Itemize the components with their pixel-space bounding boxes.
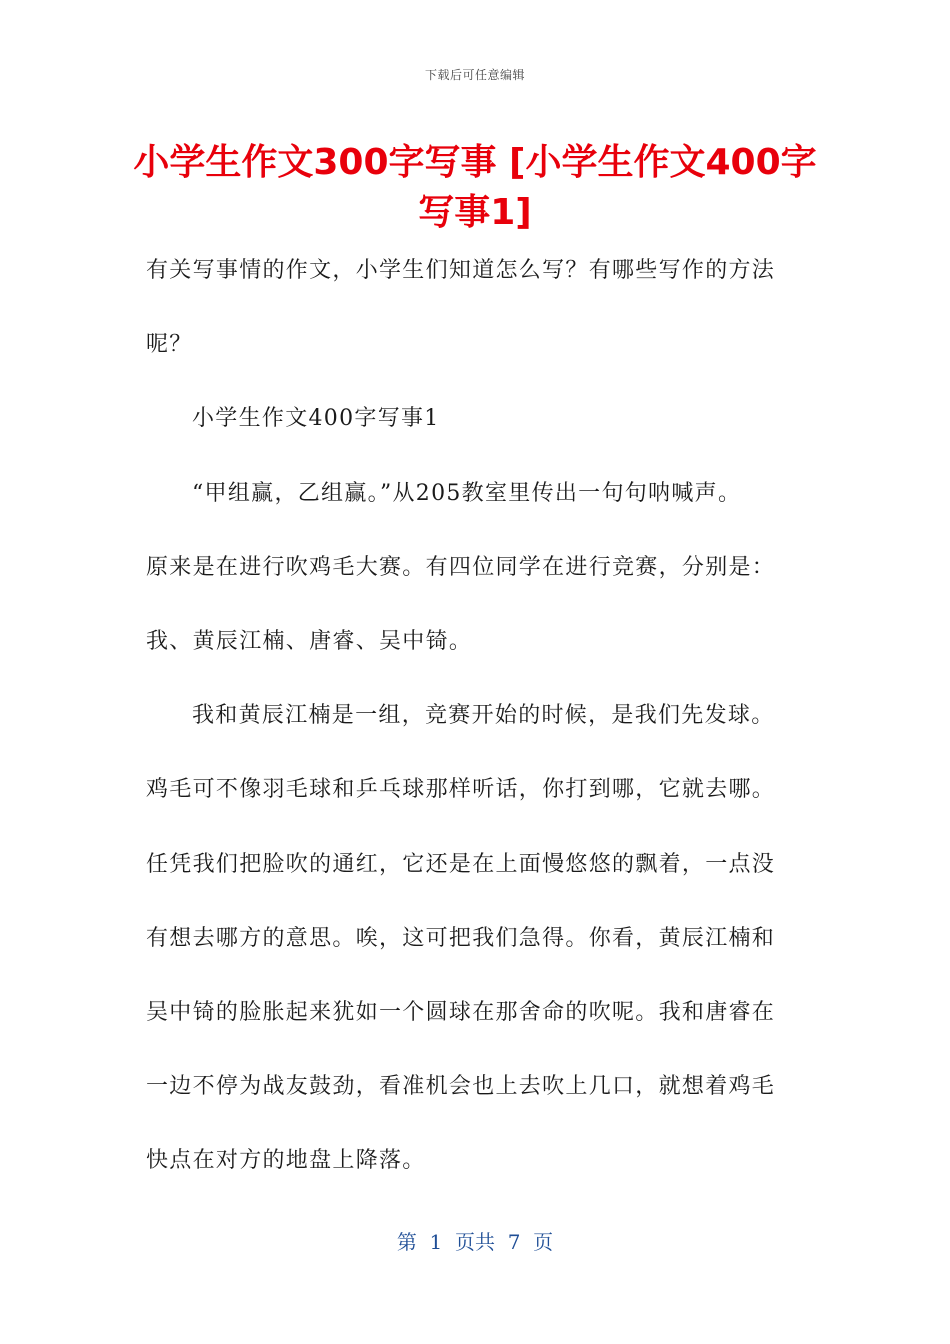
page-title: 小学生作文300字写事 [小学生作文400字写事1] [133, 142, 817, 233]
paragraph-line: “甲组赢，乙组赢。”从205教室里传出一句句呐喊声。 [192, 480, 742, 506]
paragraph-line: 我、黄辰江楠、唐睿、吴中锜。 [146, 628, 473, 654]
paragraph-line: 吴中锜的脸胀起来犹如一个圆球在那舍命的吹呢。我和唐睿在 [146, 999, 776, 1025]
paragraph-line: 原来是在进行吹鸡毛大赛。有四位同学在进行竞赛，分别是： [146, 554, 776, 580]
paragraph-line: 一边不停为战友鼓劲，看准机会也上去吹上几口，就想着鸡毛 [146, 1074, 776, 1100]
paragraph-line: 有关写事情的作文，小学生们知道怎么写？有哪些写作的方法 [146, 258, 776, 283]
paragraph-line: 有想去哪方的意思。唉，这可把我们急得。你看，黄辰江楠和 [146, 925, 776, 951]
paragraph-line: 鸡毛可不像羽毛球和乒乓球那样听话，你打到哪，它就去哪。 [146, 777, 776, 803]
paragraph-line: 呢？ [146, 332, 193, 358]
paragraph-line: 快点在对方的地盘上降落。 [146, 1148, 426, 1174]
section-heading: 小学生作文400字写事1 [192, 406, 440, 432]
body-text [146, 246, 806, 1210]
page-footer: 第 1 页共 7 页 [396, 1230, 554, 1254]
header-note: 下载后可任意编辑 [424, 68, 525, 82]
paragraph-line: 我和黄辰江楠是一组，竞赛开始的时候，是我们先发球。 [192, 703, 775, 729]
paragraph-line: 任凭我们把脸吹的通红，它还是在上面慢悠悠的飘着，一点没 [146, 851, 776, 877]
